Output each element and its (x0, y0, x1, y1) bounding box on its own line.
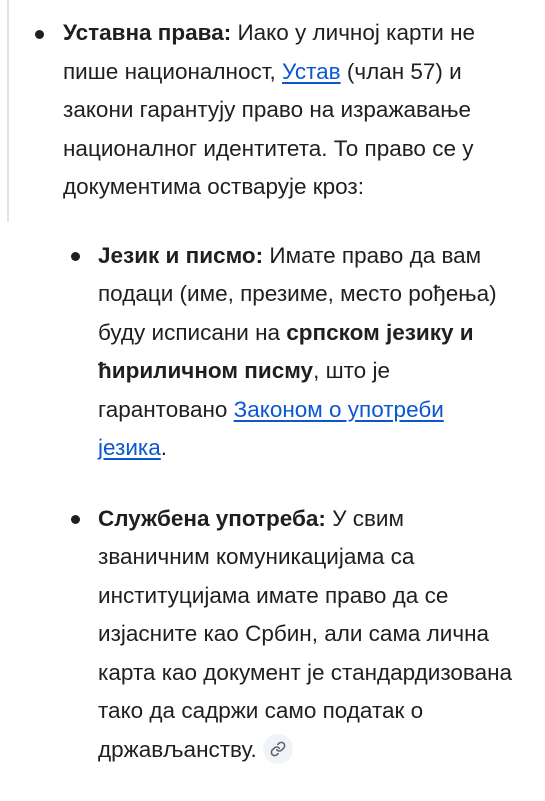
language-text-1: Имате право да вам подаци (име, презиме, место рођења) буду исписани на (98, 242, 497, 345)
constitutional-rights-text-2: (члан 57) и закони гарантују право на изражавање националног идентитета. То право се у документима остварује кроз: (63, 58, 474, 199)
language-bold-text: српском језику и ћириличном писму (98, 319, 474, 383)
language-heading: Језик и писмо: (98, 242, 264, 268)
constitutional-rights-text-1: Иако у личној карти не пише националност, (63, 20, 476, 84)
language-text-3: . (160, 435, 168, 460)
nested-bullet-list (63, 237, 519, 770)
list-item-official-use (63, 500, 519, 770)
bullet-icon (71, 515, 80, 524)
list-item-language-and-script (63, 237, 519, 468)
source-link-button[interactable] (263, 734, 293, 764)
official-use-heading: Службена употреба: (98, 505, 326, 531)
language-law-link[interactable]: Законом о употреби језика (98, 396, 444, 460)
bullet-icon (71, 252, 80, 261)
constitutional-rights-heading: Уставна права: (63, 20, 232, 45)
bullet-icon (35, 30, 44, 39)
language-text-2: , што је гарантовано (98, 358, 390, 422)
link-icon (270, 741, 286, 757)
official-use-text: У свим званичним комуникацијама са институцијама имате право да се изјасните као Србин, али сама лична карта као документ је стандардизована тако да садржи само податак о држављанству. (98, 505, 513, 762)
ustav-link[interactable]: Устав (282, 58, 341, 84)
